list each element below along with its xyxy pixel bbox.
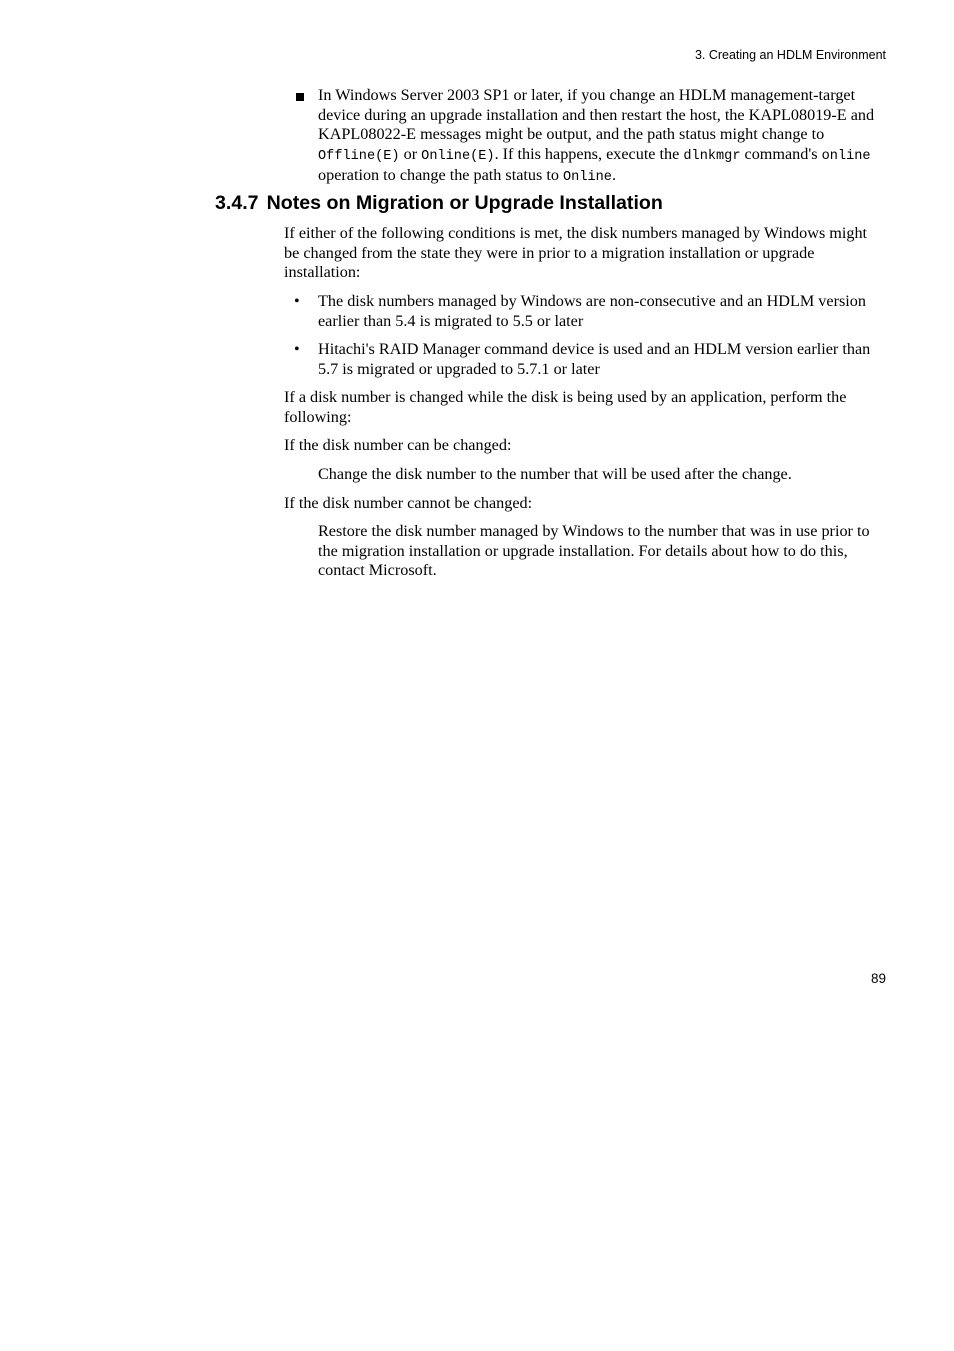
case-cannot-change: If the disk number cannot be changed: (284, 494, 533, 512)
code-offline-e: Offline(E) (318, 148, 400, 164)
page-number: 89 (870, 971, 886, 986)
code-dlnkmgr: dlnkmgr (683, 148, 741, 164)
instruction-paragraph: If a disk number is changed while the disk is being used by an application, perform the following: (284, 388, 847, 426)
intro-paragraph: If either of the following conditions is met, the disk numbers managed by Windows might be changed from the state they were in prior to a migration installation or upgrade installation: (284, 224, 868, 281)
square-bullet-icon (296, 93, 304, 101)
section-heading (215, 192, 663, 214)
section-number: 3.4.7 (215, 192, 259, 214)
case-can-change: If the disk number can be changed: (284, 436, 512, 454)
list-item-text: The disk numbers managed by Windows are non-consecutive and an HDLM version earlier than 5.4 is migrated to 5.5 or later (318, 292, 866, 330)
list-item (318, 86, 886, 188)
list-item (294, 292, 886, 331)
bullet-icon: • (294, 292, 300, 310)
list-item (294, 340, 886, 379)
running-header: 3. Creating an HDLM Environment (694, 48, 886, 62)
list-item-text: In Windows Server 2003 SP1 or later, if you change an HDLM management-target device during an upgrade installation and then restart the host, the KAPL08019-E and KAPL08022-E messages might be output, and the path status might change to Offline(E) or Online(E). If this happens, execute the dlnkmgr command's online operation to change the path status to Online. (318, 86, 875, 185)
code-online-e: Online(E) (421, 148, 495, 164)
action-can-change: Change the disk number to the number that will be used after the change. (318, 465, 792, 483)
action-cannot-change: Restore the disk number managed by Windows to the number that was in use prior to the migration installation or upgrade installation. For details about how to do this, contact Microsoft. (318, 522, 870, 579)
code-online-op: online (821, 148, 871, 164)
list-item-text: Hitachi's RAID Manager command device is used and an HDLM version earlier than 5.7 is migrated or upgraded to 5.7.1 or later (318, 340, 871, 378)
section-title: Notes on Migration or Upgrade Installation (266, 192, 663, 214)
code-online-status: Online (563, 170, 612, 185)
bullet-icon: • (294, 340, 300, 358)
